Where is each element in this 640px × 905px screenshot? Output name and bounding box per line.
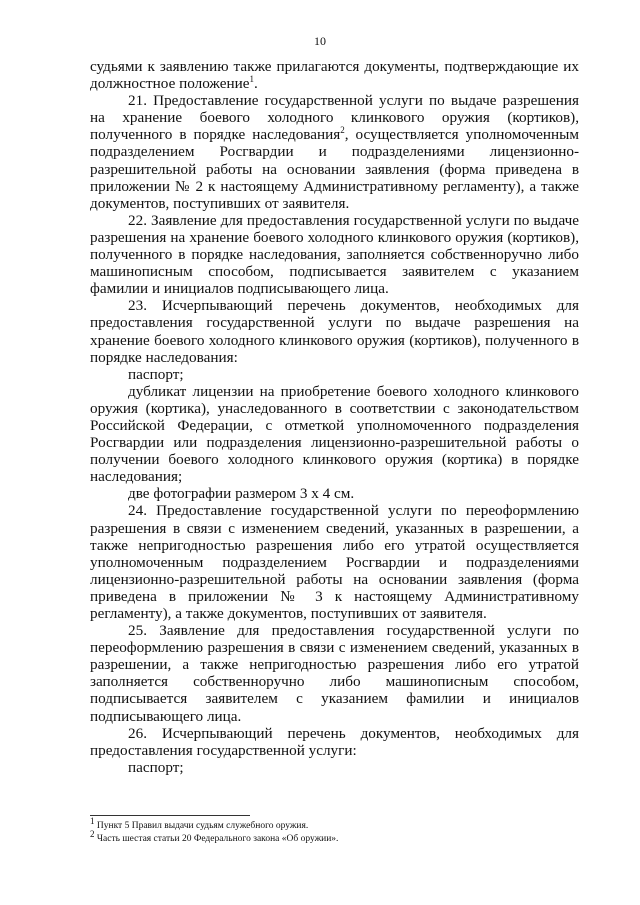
footnote-ref: 1 (249, 74, 254, 85)
list-item-license-duplicate: дубликат лицензии на приобретение боевого холодного клинкового оружия (кортика), унаследованного в соответствии с законодательством Российской Федерации, с отметкой уполномоченного подразделения Росгвардии или подразделения лицензионно-разрешительной работы о получении боевого холодного клинкового оружия (кортика) в порядке наследования; (90, 382, 579, 486)
footnote (90, 815, 579, 833)
paragraph-24: 24. Предоставление государственной услуги по переоформлению разрешения в связи с изменением сведений, указанных в разрешении, а также непригодностью разрешения либо его утратой осуществляется уполномоченным подразделением Росгвардии и подразделениями лицензионно-разрешительной работы на основании заявления (форма приведена в приложении № 3 к настоящему Административному регламенту), а также документов, поступивших от заявителя. (90, 502, 579, 622)
footnote-text: Часть шестая статьи 20 Федерального закона «Об оружии». (96, 833, 339, 844)
paragraph-continuation (90, 58, 579, 92)
footnote (90, 828, 579, 846)
footnote-divider (90, 815, 250, 816)
list-item-photos: две фотографии размером 3 х 4 см. (128, 485, 355, 503)
footnote-ref: 2 (340, 125, 345, 136)
paragraph-23: 23. Исчерпывающий перечень документов, необходимых для предоставления государственной услуги по выдаче разрешения на хранение боевого холодного клинкового оружия (кортиков), полученного в порядке наследования: (90, 297, 579, 366)
footnotes (90, 815, 579, 845)
paragraph-21 (90, 92, 579, 212)
paragraph-25: 25. Заявление для предоставления государственной услуги по переоформлению разрешения в связи с изменением сведений, указанных в разрешении, а также непригодностью разрешения либо его утратой заполняется собственноручно либо машинописным способом, подписывается заявителем с указанием фамилии и инициалов подписывающего лица. (90, 622, 579, 725)
footnote-mark: 1 (90, 815, 95, 826)
paragraph-26: 26. Исчерпывающий перечень документов, необходимых для предоставления государственной услуги: (90, 724, 579, 759)
paragraph-tail: . (253, 75, 258, 93)
footnote-text: Пункт 5 Правил выдачи судьям служебного оружия. (96, 821, 309, 831)
page-number: 10 (314, 34, 326, 48)
paragraph-text: 21. Предоставление государственной услуги по выдаче разрешения на хранение боевого холодного клинкового оружия (кортиков), полученного в порядке наследования (90, 92, 579, 144)
document-body (90, 58, 579, 776)
paragraph-22: 22. Заявление для предоставления государственной услуги по выдаче разрешения на хранение боевого холодного клинкового оружия (кортиков), полученного в порядке наследования, заполняется собственноручно либо машинописным способом, подписывается заявителем с указанием фамилии и инициалов подписывающего лица. (90, 211, 579, 298)
list-item-passport: паспорт; (128, 365, 184, 383)
list-item-passport: паспорт; (128, 758, 184, 776)
footnote-mark: 2 (90, 828, 95, 839)
paragraph-tail: , осуществляется уполномоченным подразделением Росгвардии и подразделениями лицензионно-разрешительной работы на основании заявления (форма приведена в приложении № 2 к настоящему Административному регламенту), а также документов, поступивших от заявителя. (90, 126, 579, 212)
paragraph-text: судьями к заявлению также прилагаются документы, подтверждающие их должностное положение (90, 58, 579, 93)
